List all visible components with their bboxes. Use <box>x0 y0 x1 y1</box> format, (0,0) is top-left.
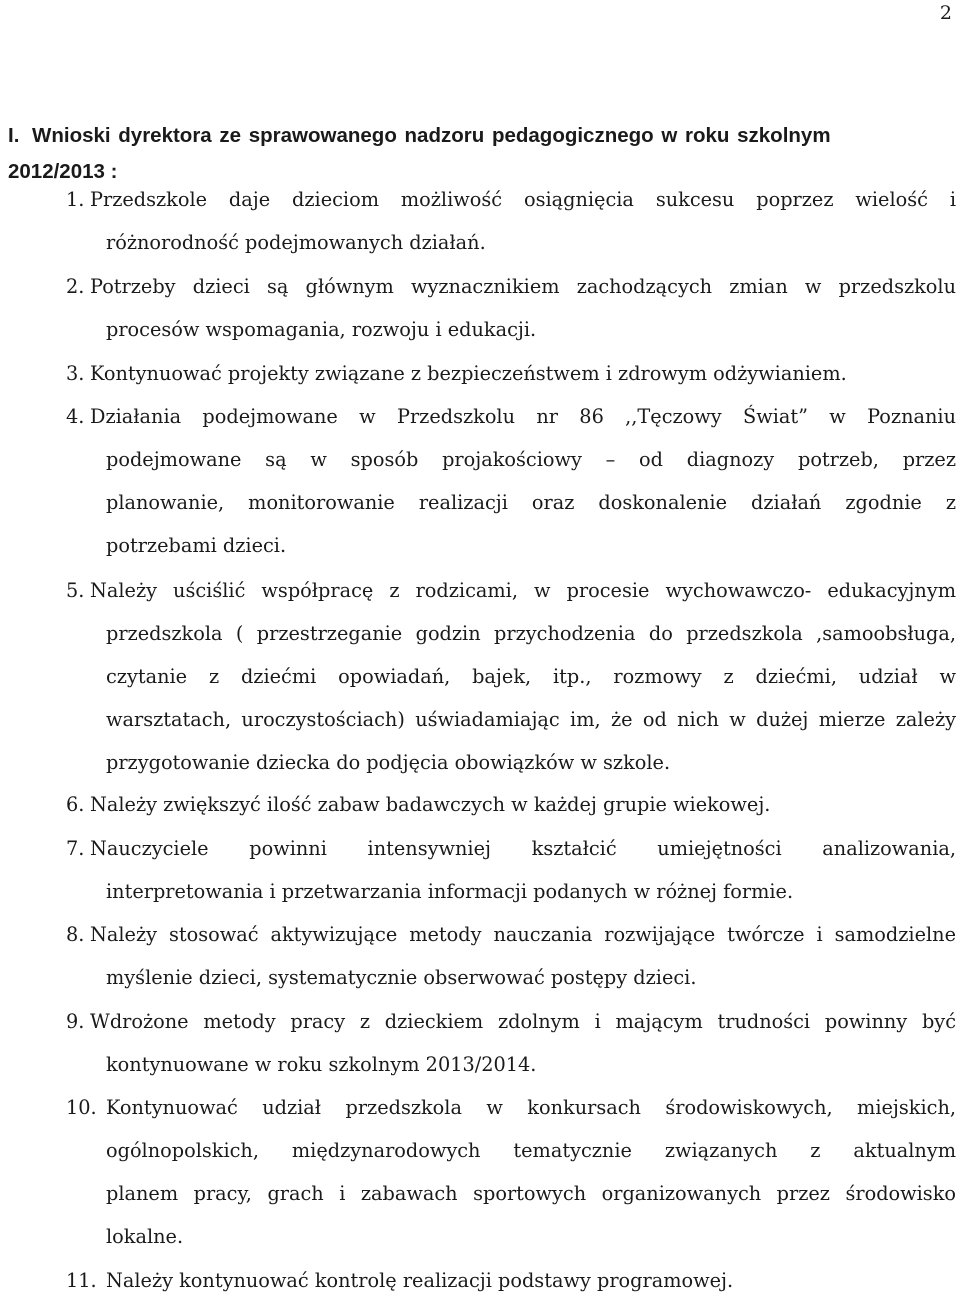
text-line: przedszkola ( przestrzeganie godzin przychodzenia do przedszkola ,samoobsługa, <box>106 622 956 645</box>
text-line: Nauczyciele powinni intensywniej kształcić umiejętności analizowania, <box>90 837 956 860</box>
text-line: ogólnopolskich, międzynarodowych tematycznie związanych z aktualnym <box>106 1139 956 1162</box>
heading-text: Wnioski dyrektora ze sprawowanego nadzoru pedagogicznego w roku szkolnym <box>32 124 831 147</box>
text-line: potrzebami dzieci. <box>106 534 287 557</box>
list-item-text <box>90 352 956 395</box>
text-line: warsztatach, uroczystościach) uświadamiając im, że od nich w dużej mierze zależy <box>106 708 956 731</box>
heading-line-2: 2012/2013 : <box>8 160 118 183</box>
list-item-text <box>90 913 956 999</box>
text-line: interpretowania i przetwarzania informacji podanych w różnej formie. <box>106 880 794 903</box>
text-line: procesów wspomagania, rozwoju i edukacji. <box>106 318 537 341</box>
list-item-marker: 6. <box>66 793 85 816</box>
text-line: czytanie z dziećmi opowiadań, bajek, itp., rozmowy z dziećmi, udział w <box>106 665 956 688</box>
list-item-marker: 5. <box>66 579 85 602</box>
list-item-marker: 7. <box>66 837 85 860</box>
list-item-text <box>90 395 956 567</box>
list-item-marker: 1. <box>66 188 85 211</box>
list-item-marker: 8. <box>66 923 85 946</box>
text-line: Należy uściślić współpracę z rodzicami, w procesie wychowawczo- edukacyjnym <box>90 579 956 602</box>
heading-numeral: I. <box>8 124 20 147</box>
list-item-marker: 9. <box>66 1010 85 1033</box>
list-item-text <box>90 265 956 351</box>
text-line: Wdrożone metody pracy z dzieckiem zdolnym i mającym trudności powinny być <box>90 1010 956 1033</box>
text-line: Przedszkole daje dzieciom możliwość osiągnięcia sukcesu poprzez wielość i <box>90 188 956 211</box>
text-line: Potrzeby dzieci są głównym wyznacznikiem zachodzących zmian w przedszkolu <box>90 275 956 298</box>
list-item-marker: 4. <box>66 405 85 428</box>
list-item-text <box>106 1086 956 1258</box>
text-line: planowanie, monitorowanie realizacji oraz doskonalenie działań zgodnie z <box>106 491 956 514</box>
list-item-marker: 2. <box>66 275 85 298</box>
heading-line-1 <box>8 118 938 154</box>
text-line: Działania podejmowane w Przedszkolu nr 86 ,,Tęczowy Świat” w Poznaniu <box>90 405 956 428</box>
text-line: podejmowane są w sposób projakościowy – od diagnozy potrzeb, przez <box>106 448 956 471</box>
text-line: różnorodność podejmowanych działań. <box>106 231 486 254</box>
list-item-text <box>90 178 956 264</box>
text-line: Należy zwiększyć ilość zabaw badawczych w każdej grupie wiekowej. <box>90 793 771 816</box>
text-line: Należy kontynuować kontrolę realizacji podstawy programowej. <box>106 1269 734 1292</box>
text-line: kontynuowane w roku szkolnym 2013/2014. <box>106 1053 537 1076</box>
list-item-marker: 11. <box>66 1269 97 1292</box>
list-item-marker: 10. <box>66 1096 97 1119</box>
text-line: planem pracy, grach i zabawach sportowych organizowanych przez środowisko <box>106 1182 956 1205</box>
text-line: Należy stosować aktywizujące metody nauczania rozwijające twórcze i samodzielne <box>90 923 956 946</box>
page-number: 2 <box>939 2 952 24</box>
text-line: przygotowanie dziecka do podjęcia obowiązków w szkole. <box>106 751 671 774</box>
list-item-text <box>90 569 956 784</box>
list-item-marker: 3. <box>66 362 85 385</box>
text-line: myślenie dzieci, systematycznie obserwować postępy dzieci. <box>106 966 697 989</box>
text-line: lokalne. <box>106 1225 184 1248</box>
text-line: Kontynuować projekty związane z bezpieczeństwem i zdrowym odżywianiem. <box>90 362 847 385</box>
list-item-text <box>90 1000 956 1086</box>
list-item-text <box>90 783 956 826</box>
list-item-text <box>90 827 956 913</box>
text-line: Kontynuować udział przedszkola w konkursach środowiskowych, miejskich, <box>106 1096 956 1119</box>
